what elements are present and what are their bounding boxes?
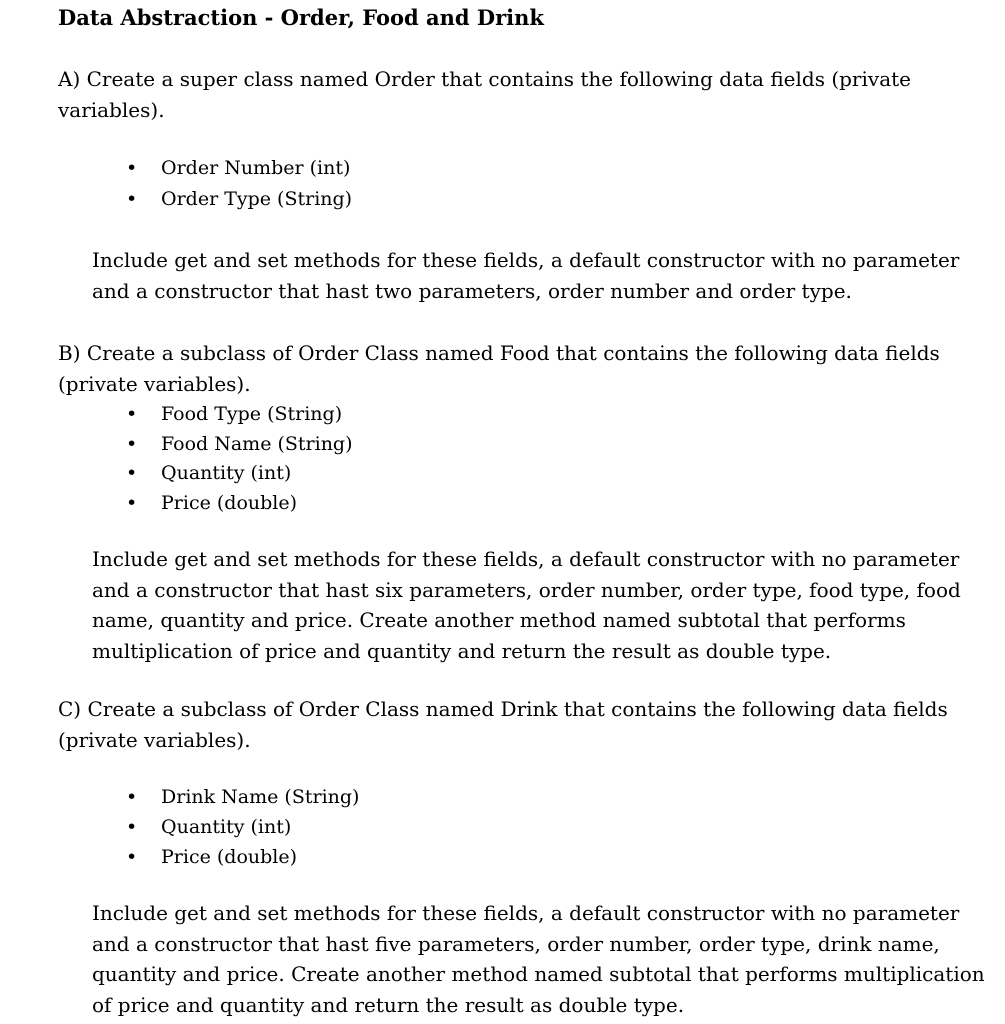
section-c-notes-line: Include get and set methods for these fields, a default constructor with no parameter [92,901,960,925]
bullet-icon: • [126,188,138,210]
bullet-icon: • [126,157,138,179]
section-a-notes-line: Include get and set methods for these fields, a default constructor with no parameter [92,248,960,272]
bullet-icon: • [126,462,138,484]
list-item [0,812,359,842]
section-c-notes-line: quantity and price. Create another method named subtotal that performs multiplication [92,962,985,986]
document-title: Data Abstraction - Order, Food and Drink [58,5,544,30]
bullet-icon: • [126,846,138,868]
field-label: Quantity (int) [161,462,292,484]
list-item [0,430,353,460]
section-b-notes-line: name, quantity and price. Create another method named subtotal that performs [92,608,906,632]
field-label: Drink Name (String) [161,786,360,808]
section-a-intro-line: A) Create a super class named Order that contains the following data fields (private [58,67,911,91]
field-label: Food Type (String) [161,403,343,425]
field-label: Food Name (String) [161,432,353,455]
bullet-icon: • [126,491,138,514]
section-c-field-list [0,782,359,872]
list-item [0,184,352,215]
bullet-icon: • [126,403,138,425]
section-c-notes-line: and a constructor that hast five parameters, order number, order type, drink name, [92,931,940,956]
bullet-icon: • [126,432,138,455]
list-item [0,782,359,812]
bullet-icon: • [126,816,138,838]
list-item [0,459,353,489]
list-item [0,489,353,519]
section-c-notes-line: of price and quantity and return the result as double type. [92,992,685,1017]
section-b-intro [58,338,958,399]
section-c-intro [58,694,958,755]
section-a-notes-line: and a constructor that hast two parameters, order number and order type. [92,278,852,303]
section-a-notes [92,245,972,306]
field-label: Order Type (String) [161,188,353,210]
section-b-field-list [0,400,353,518]
section-a-intro [58,64,958,125]
section-b-notes-line: Include get and set methods for these fields, a default constructor with no parameter [92,547,960,571]
list-item [0,400,353,430]
bullet-icon: • [126,786,138,808]
section-b-notes [92,544,972,666]
section-b-notes-line: multiplication of price and quantity and return the result as double type. [92,638,832,663]
list-item [0,153,352,184]
section-c-intro-line: C) Create a subclass of Order Class named Drink that contains the following data fields [58,697,948,721]
section-b-notes-line: and a constructor that hast six parameters, order number, order type, food type, food [92,577,961,602]
field-label: Quantity (int) [161,816,292,838]
section-c-notes [92,898,985,1020]
section-b-intro-line: (private variables). [58,371,251,396]
field-label: Order Number (int) [161,157,351,179]
section-b-intro-line: B) Create a subclass of Order Class named Food that contains the following data fields [58,341,940,365]
section-a-intro-line: variables). [58,97,165,122]
section-c-intro-line: (private variables). [58,727,251,752]
field-label: Price (double) [161,846,298,868]
section-a-field-list [0,153,352,215]
list-item [0,842,359,872]
field-label: Price (double) [161,491,298,514]
